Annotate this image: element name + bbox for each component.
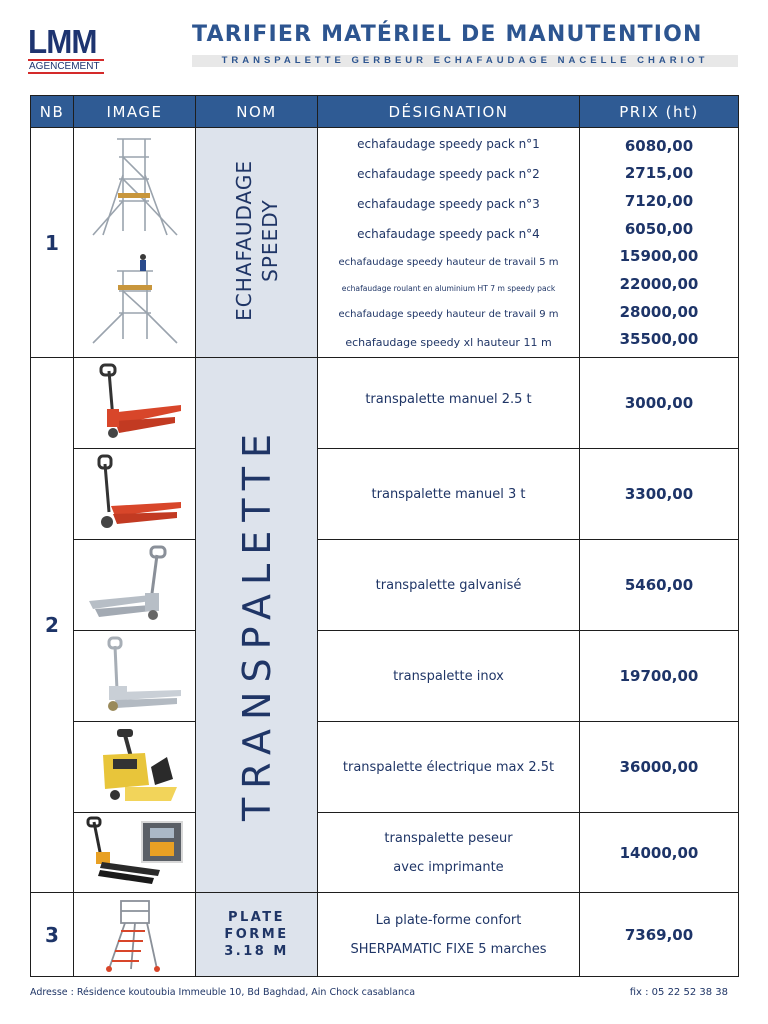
scaffold-icon [85, 135, 185, 245]
footer-phone: fix : 05 22 52 38 38 [629, 987, 728, 998]
designation-line: avec imprimante [393, 859, 504, 875]
platform-ladder-icon [95, 897, 175, 973]
table-row [31, 449, 739, 540]
logo-subtext: AGENCEMENT [28, 59, 104, 74]
product-image [74, 128, 196, 358]
designation-text: echafaudage speedy xl hauteur 11 m [345, 335, 552, 349]
product-image [74, 722, 196, 813]
product-image [74, 813, 196, 893]
table-row [31, 128, 739, 358]
product-image [74, 449, 196, 540]
product-name-cell [196, 893, 318, 977]
pallet-jack-icon [85, 454, 185, 534]
designation-text: echafaudage speedy pack n°4 [357, 226, 540, 241]
designation-text: echafaudage speedy pack n°3 [357, 196, 540, 211]
nom-line: SPEEDY [257, 199, 282, 282]
pallet-jack-icon [85, 636, 185, 716]
price-value: 2715,00 [624, 164, 694, 183]
page-subtitle: TRANSPALETTE GERBEUR ECHAFAUDAGE NACELLE CHARIOT [192, 55, 738, 67]
product-name-echafaudage [231, 160, 283, 321]
nom-line: PLATE [227, 910, 286, 925]
product-name-transpalette: TRANSPALETTE [234, 424, 279, 822]
designation-text: echafaudage speedy pack n°2 [357, 166, 540, 181]
col-header-nom: NOM [196, 96, 318, 128]
col-header-image: IMAGE [74, 96, 196, 128]
price-value: 14000,00 [580, 813, 739, 893]
product-name-plate-forme [196, 909, 317, 960]
scaffold-worker-icon [85, 251, 185, 351]
table-row [31, 893, 739, 977]
table-row [31, 722, 739, 813]
group-number: 2 [31, 358, 74, 893]
electric-pallet-jack-icon [85, 727, 185, 807]
table-header-row [31, 96, 739, 128]
designation-text: echafaudage speedy hauteur de travail 9 m [338, 308, 559, 320]
designation-text: echafaudage roulant en aluminium HT 7 m speedy pack [341, 283, 556, 293]
company-logo [28, 23, 104, 74]
designation-text: transpalette électrique max 2.5t [318, 722, 580, 813]
designation-text: echafaudage speedy hauteur de travail 5 m [338, 256, 559, 268]
price-value: 35500,00 [619, 330, 699, 349]
designation-text: echafaudage speedy pack n°1 [357, 136, 540, 151]
col-header-designation: DÉSIGNATION [318, 96, 580, 128]
table-row [31, 540, 739, 631]
designation-list [318, 128, 580, 358]
footer-address: Adresse : Résidence koutoubia Immeuble 10, Bd Baghdad, Ain Chock casablanca [30, 987, 416, 998]
price-list [580, 128, 739, 358]
product-image [74, 893, 196, 977]
product-image [74, 631, 196, 722]
price-value: 5460,00 [580, 540, 739, 631]
designation-line: La plate-forme confort [375, 912, 522, 928]
price-value: 3300,00 [580, 449, 739, 540]
price-value: 36000,00 [580, 722, 739, 813]
col-header-nb: NB [31, 96, 74, 128]
pallet-jack-icon [85, 363, 185, 443]
price-table [30, 95, 739, 977]
price-value: 22000,00 [619, 275, 699, 294]
scale-pallet-jack-icon [80, 816, 190, 890]
designation-text: transpalette inox [318, 631, 580, 722]
product-name-cell [196, 128, 318, 358]
nom-line: 3.18 M [224, 944, 289, 959]
designation-line: transpalette peseur [384, 830, 513, 846]
col-header-prix: PRIX (ht) [580, 96, 739, 128]
group-number: 3 [31, 893, 74, 977]
designation-two-line [318, 893, 580, 977]
price-value: 6050,00 [624, 219, 694, 238]
nom-line: FORME [224, 927, 289, 942]
price-value: 28000,00 [619, 302, 699, 321]
pallet-jack-icon [85, 545, 185, 625]
product-name-cell [196, 358, 318, 893]
group-number: 1 [31, 128, 74, 358]
price-value: 7120,00 [624, 191, 694, 210]
nom-line: ECHAFAUDAGE [231, 160, 256, 321]
designation-text: transpalette galvanisé [318, 540, 580, 631]
product-image [74, 358, 196, 449]
designation-two-line [318, 813, 580, 893]
table-row [31, 813, 739, 893]
price-value: 7369,00 [580, 893, 739, 977]
logo-text: LMM [28, 23, 97, 60]
price-value: 15900,00 [619, 247, 699, 266]
designation-line: SHERPAMATIC FIXE 5 marches [350, 941, 547, 957]
table-row [31, 358, 739, 449]
designation-text: transpalette manuel 3 t [318, 449, 580, 540]
table-row [31, 631, 739, 722]
designation-text: transpalette manuel 2.5 t [318, 358, 580, 449]
price-value: 6080,00 [624, 136, 694, 155]
price-value: 3000,00 [580, 358, 739, 449]
product-image [74, 540, 196, 631]
page-title: TARIFIER MATÉRIEL DE MANUTENTION [192, 22, 703, 47]
price-value: 19700,00 [580, 631, 739, 722]
